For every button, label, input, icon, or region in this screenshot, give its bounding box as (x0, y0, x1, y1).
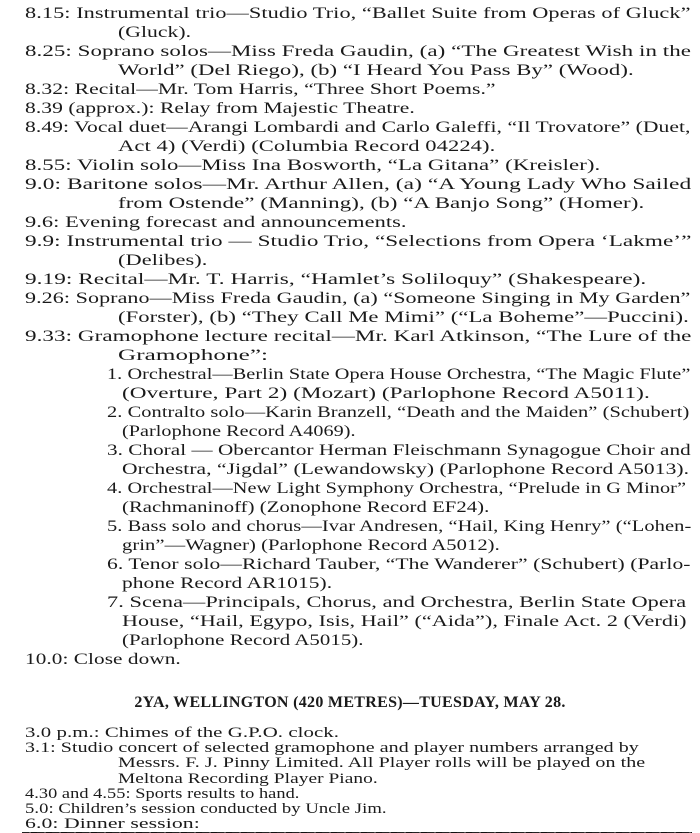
programme-line: Act 4) (Verdi) (Columbia Record 04224). (118, 138, 496, 155)
programme-line: 6.0: Dinner session: (25, 816, 200, 833)
programme-line: Messrs. F. J. Pinny Limited. All Player rolls will be played on the (118, 755, 646, 772)
programme-line: 8.25: Soprano solos—Miss Freda Gaudin, (a) “The Greatest Wish in the (25, 43, 692, 60)
programme-line: Gramophone”: (118, 347, 269, 364)
programme-line: from Ostende” (Manning), (b) “A Banjo Song” (Homer). (118, 195, 645, 212)
programme-line: (Delibes). (118, 252, 208, 269)
programme-line: 9.9: Instrumental trio — Studio Trio, “Selections from Opera ‘Lakme’” (25, 233, 692, 250)
programme-line: 10.0: Close down. (25, 651, 181, 668)
programme-line: 4.30 and 4.55: Sports results to hand. (25, 785, 300, 802)
gramophone-item: House, “Hail, Egypo, Isis, Hail” (“Aida”), Finale Act. 2 (Verdi) (122, 613, 687, 630)
gramophone-item: grin”—Wagner) (Parlophone Record A5012). (122, 537, 500, 554)
programme-line: 8.49: Vocal duet—Arangi Lombardi and Carlo Galeffi, “Il Trovatore” (Duet, (25, 119, 691, 136)
programme-line: 3.1: Studio concert of selected gramophone and player numbers arranged by (25, 740, 639, 757)
gramophone-item: 6. Tenor solo—Richard Tauber, “The Wanderer” (Schubert) (Parlo- (107, 556, 691, 573)
programme-line: (Gluck). (118, 24, 192, 41)
gramophone-item: (Overture, Part 2) (Mozart) (Parlophone Record A5011). (122, 385, 650, 402)
programme-line: 8.39 (approx.): Relay from Majestic Theatre. (25, 100, 415, 117)
gramophone-item: (Parlophone Record A4069). (122, 423, 356, 440)
programme-line: 8.55: Violin solo—Miss Ina Bosworth, “La Gitana” (Kreisler). (25, 157, 601, 174)
gramophone-item: 2. Contralto solo—Karin Branzell, “Death and the Maiden” (Schubert) (107, 404, 690, 421)
gramophone-item: 5. Bass solo and chorus—Ivar Andresen, “Hail, King Henry” (“Lohen- (107, 518, 692, 535)
gramophone-item: (Rachmaninoff) (Zonophone Record EF24). (122, 499, 490, 516)
programme-line: 9.0: Baritone solos—Mr. Arthur Allen, (a) “A Young Lady Who Sailed (25, 176, 692, 193)
programme-line: 8.32: Recital—Mr. Tom Harris, “Three Short Poems.” (25, 81, 496, 98)
programme-line: World” (Del Riego), (b) “I Heard You Pass By” (Wood). (118, 62, 634, 79)
programme-line: 9.6: Evening forecast and announcements. (25, 214, 407, 231)
programme-line: 5.0: Children’s session conducted by Uncle Jim. (25, 801, 387, 817)
programme-line: 9.33: Gramophone lecture recital—Mr. Karl Atkinson, “The Lure of the (25, 328, 692, 345)
gramophone-item: Orchestra, “Jigdal” (Lewandowsky) (Parlophone Record A5013). (122, 461, 690, 478)
gramophone-item: 7. Scena—Principals, Chorus, and Orchestra, Berlin State Opera (107, 594, 687, 611)
programme-line: 3.0 p.m.: Chimes of the G.P.O. clock. (25, 725, 340, 741)
programme-line: (Forster), (b) “They Call Me Mimi” (“La Boheme”—Puccini). (118, 309, 689, 326)
gramophone-item: phone Record AR1015). (122, 575, 333, 592)
programme-line: 9.19: Recital—Mr. T. Harris, “Hamlet’s Soliloquy” (Shakespeare). (25, 271, 647, 288)
programme-line: 9.26: Soprano—Miss Freda Gaudin, (a) “Someone Singing in My Garden” (25, 290, 691, 307)
programme-line: 8.15: Instrumental trio—Studio Trio, “Ballet Suite from Operas of Gluck” (25, 5, 691, 22)
programme-line: Meltona Recording Player Piano. (118, 770, 378, 787)
gramophone-item: 3. Choral — Obercantor Herman Fleischmann Synagogue Choir and (107, 442, 691, 459)
gramophone-item: 1. Orchestral—Berlin State Opera House Orchestra, “The Magic Flute” (107, 366, 691, 383)
station-heading: 2YA, WELLINGTON (420 METRES)—TUESDAY, MAY 28. (134, 694, 566, 711)
gramophone-item: (Parlophone Record A5015). (122, 632, 364, 649)
gramophone-item: 4. Orchestral—New Light Symphony Orchestra, “Prelude in G Minor” (107, 480, 687, 497)
